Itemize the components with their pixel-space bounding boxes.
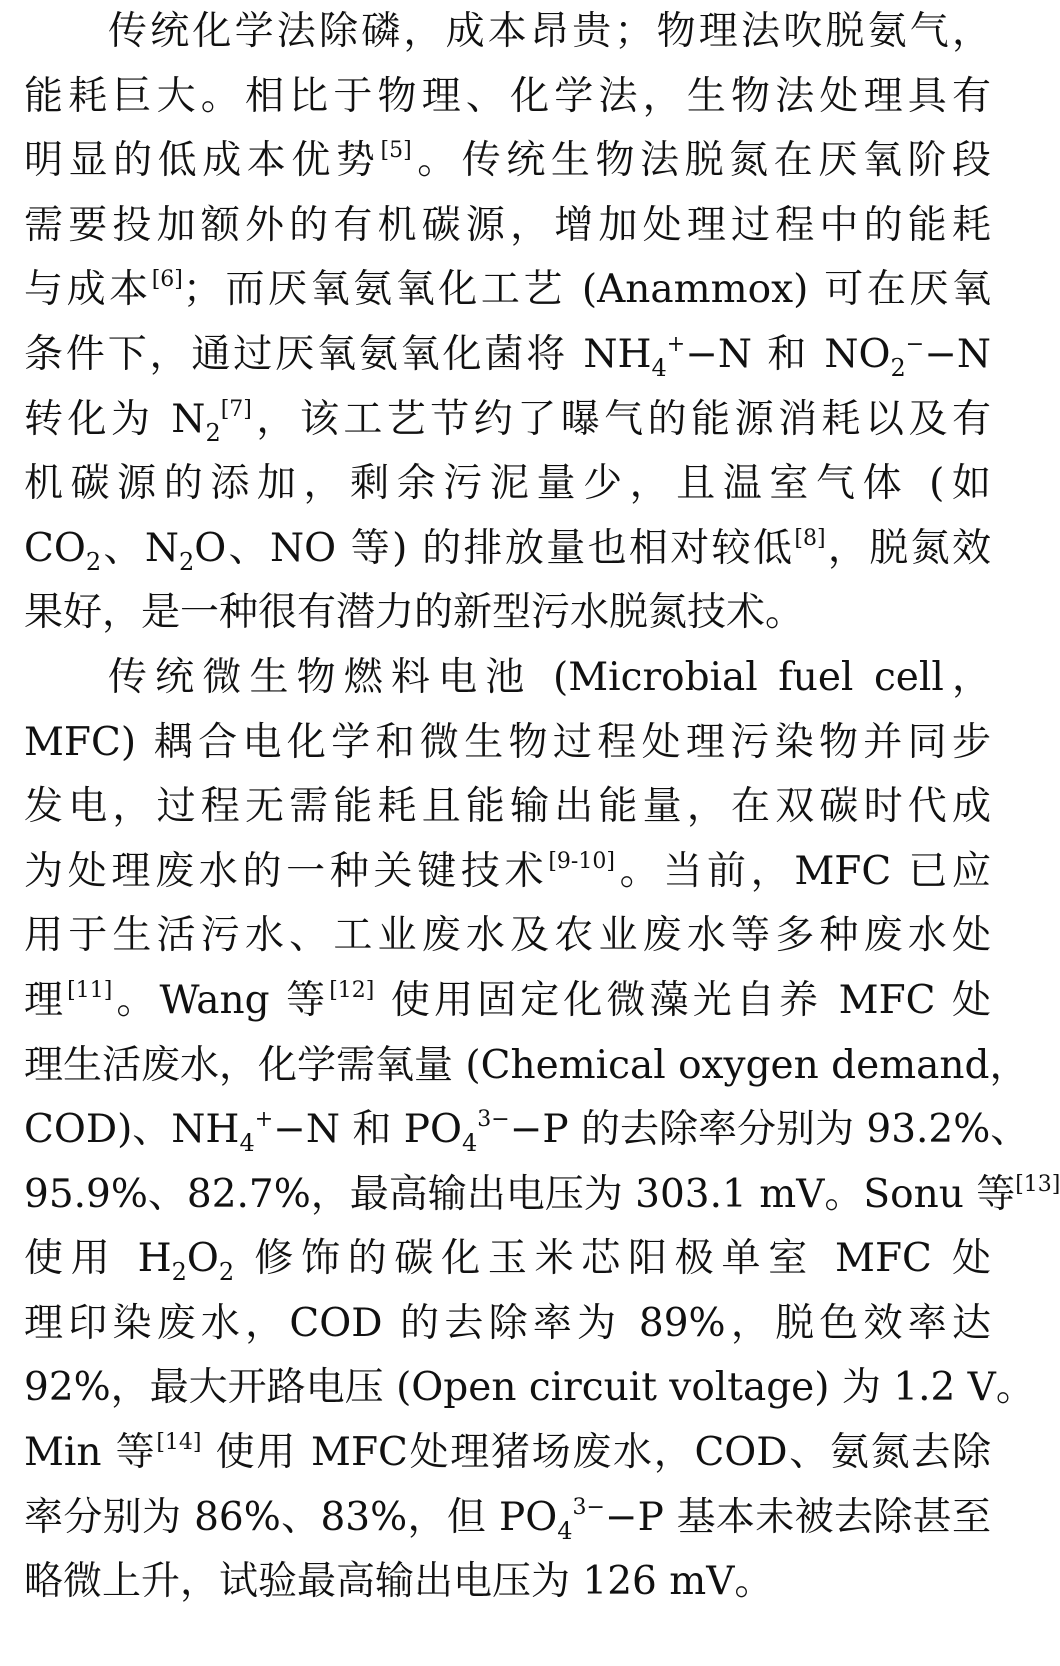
text-segment: 条件下，通过厌氧氨氧化菌将 NH [24, 331, 652, 377]
citation-superscript: [11] [67, 977, 113, 1003]
text-segment: 能耗巨大。相比于物理、化学法，生物法处理具有 [24, 73, 991, 119]
superscript: + [666, 331, 686, 357]
text-segment: 。Wang 等 [112, 977, 330, 1023]
subscript: 4 [557, 1516, 573, 1545]
text-line [24, 775, 991, 840]
text-line [24, 194, 991, 259]
subscript: 2 [205, 418, 221, 447]
text-segment: −N 和 PO [273, 1107, 462, 1153]
text-segment: 用于生活污水、工业废水及农业废水等多种废水处 [24, 913, 991, 959]
citation-superscript: [14] [156, 1430, 202, 1456]
text-segment: 转化为 N [24, 396, 206, 442]
text-segment: −N [924, 331, 991, 377]
text-line [24, 1356, 1035, 1421]
paragraph-anammox [24, 0, 991, 646]
text-segment: 使用 MFC处理猪场废水，COD、氨氮去除 [201, 1430, 991, 1476]
text-line [24, 258, 991, 323]
text-segment: 理 [24, 977, 68, 1023]
text-line [24, 0, 991, 65]
text-segment: MFC) 耦合电化学和微生物过程处理污染物并同步 [24, 719, 991, 765]
subscript: 4 [239, 1129, 255, 1158]
text-segment: 使用 H [24, 1236, 172, 1282]
text-segment: 传统化学法除磷，成本昂贵；物理法吹脱氨气， [108, 9, 991, 54]
text-segment: 修饰的碳化玉米芯阳极单室 MFC 处 [234, 1236, 991, 1282]
text-segment: ，脱氮效 [825, 525, 991, 571]
text-line [24, 711, 991, 776]
citation-superscript: [8] [794, 525, 826, 551]
text-line [24, 517, 991, 582]
subscript: 4 [651, 353, 667, 382]
text-segment: 果好，是一种很有潜力的新型污水脱氮技术。 [24, 590, 805, 636]
text-segment: ；而厌氧氨氧化工艺 (Anammox) 可在厌氧 [182, 267, 991, 313]
text-segment: ，该工艺节约了曝气的能源消耗以及有 [251, 396, 991, 442]
citation-superscript: [9-10] [548, 848, 615, 874]
citation-superscript: [13] [1015, 1171, 1060, 1197]
text-line [24, 452, 991, 517]
text-segment: 略微上升，试验最高输出电压为 126 mV。 [24, 1559, 774, 1605]
text-segment: 为处理废水的一种关键技术 [24, 848, 549, 894]
text-segment: 需要投加额外的有机碳源，增加处理过程中的能耗 [24, 202, 991, 248]
citation-superscript: [6] [151, 267, 183, 293]
superscript: 3− [572, 1494, 605, 1520]
text-line [24, 1550, 991, 1615]
document-page [24, 0, 1060, 1615]
text-line [24, 1227, 991, 1292]
text-line [24, 129, 991, 194]
text-line [24, 904, 991, 969]
text-segment: 发电，过程无需能耗且能输出能量，在双碳时代成 [24, 784, 991, 830]
text-line [24, 1486, 991, 1551]
subscript: 2 [178, 547, 195, 576]
text-segment: O、NO 等) 的排放量也相对较低 [194, 525, 795, 571]
paragraph-mfc [24, 646, 1060, 1615]
subscript: 2 [85, 547, 102, 576]
text-line [24, 1163, 1060, 1228]
text-line [24, 840, 991, 905]
text-line [24, 646, 991, 711]
subscript: 2 [171, 1258, 187, 1287]
text-segment: 理生活废水，化学需氧量 (Chemical oxygen demand， [24, 1042, 1029, 1088]
text-segment: O [186, 1236, 219, 1282]
text-segment: 率分别为 86%、83%，但 PO [24, 1494, 558, 1540]
text-segment: −P 基本未被去除甚至 [604, 1494, 991, 1540]
text-segment: 明显的低成本优势 [24, 138, 381, 184]
text-line [24, 65, 991, 130]
text-segment: COD)、NH [24, 1107, 240, 1153]
text-segment: 。当前，MFC 已应 [614, 848, 991, 894]
text-segment: 95.9%、82.7%，最高输出电压为 303.1 mV。Sonu 等 [24, 1171, 1016, 1217]
subscript: 2 [890, 353, 906, 382]
text-segment: −P 的去除率分别为 93.2%、 [509, 1107, 1030, 1153]
citation-superscript: [7] [220, 396, 252, 422]
text-segment: 与成本 [24, 267, 152, 313]
subscript: 4 [461, 1129, 478, 1158]
text-segment: CO [24, 525, 86, 571]
text-segment: 。传统生物法脱氮在厌氧阶段 [411, 138, 991, 184]
citation-superscript: [12] [329, 977, 375, 1003]
text-segment: 理印染废水，COD 的去除率为 89%，脱色效率达 [24, 1300, 991, 1346]
text-line [24, 1421, 991, 1486]
superscript: + [254, 1107, 274, 1133]
subscript: 2 [218, 1258, 235, 1287]
text-segment: −N 和 NO [685, 331, 891, 377]
text-segment: 使用固定化微藻光自养 MFC 处 [374, 977, 991, 1023]
superscript: 3− [477, 1107, 510, 1133]
text-line [24, 1292, 991, 1357]
text-line [24, 1034, 1029, 1099]
text-segment: 传统微生物燃料电池 (Microbial fuel cell， [108, 654, 991, 700]
text-segment: 、N [101, 525, 179, 571]
text-line [24, 323, 991, 388]
citation-superscript: [5] [380, 138, 412, 164]
text-line [24, 581, 991, 646]
superscript: − [905, 331, 925, 357]
text-line [24, 1098, 1030, 1163]
text-segment: 机碳源的添加，剩余污泥量少，且温室气体 (如 [24, 461, 991, 507]
text-segment: 92%，最大开路电压 (Open circuit voltage) 为 1.2 V。 [24, 1365, 1035, 1411]
text-segment: Min 等 [24, 1430, 157, 1476]
text-line [24, 388, 991, 453]
text-line [24, 969, 991, 1034]
